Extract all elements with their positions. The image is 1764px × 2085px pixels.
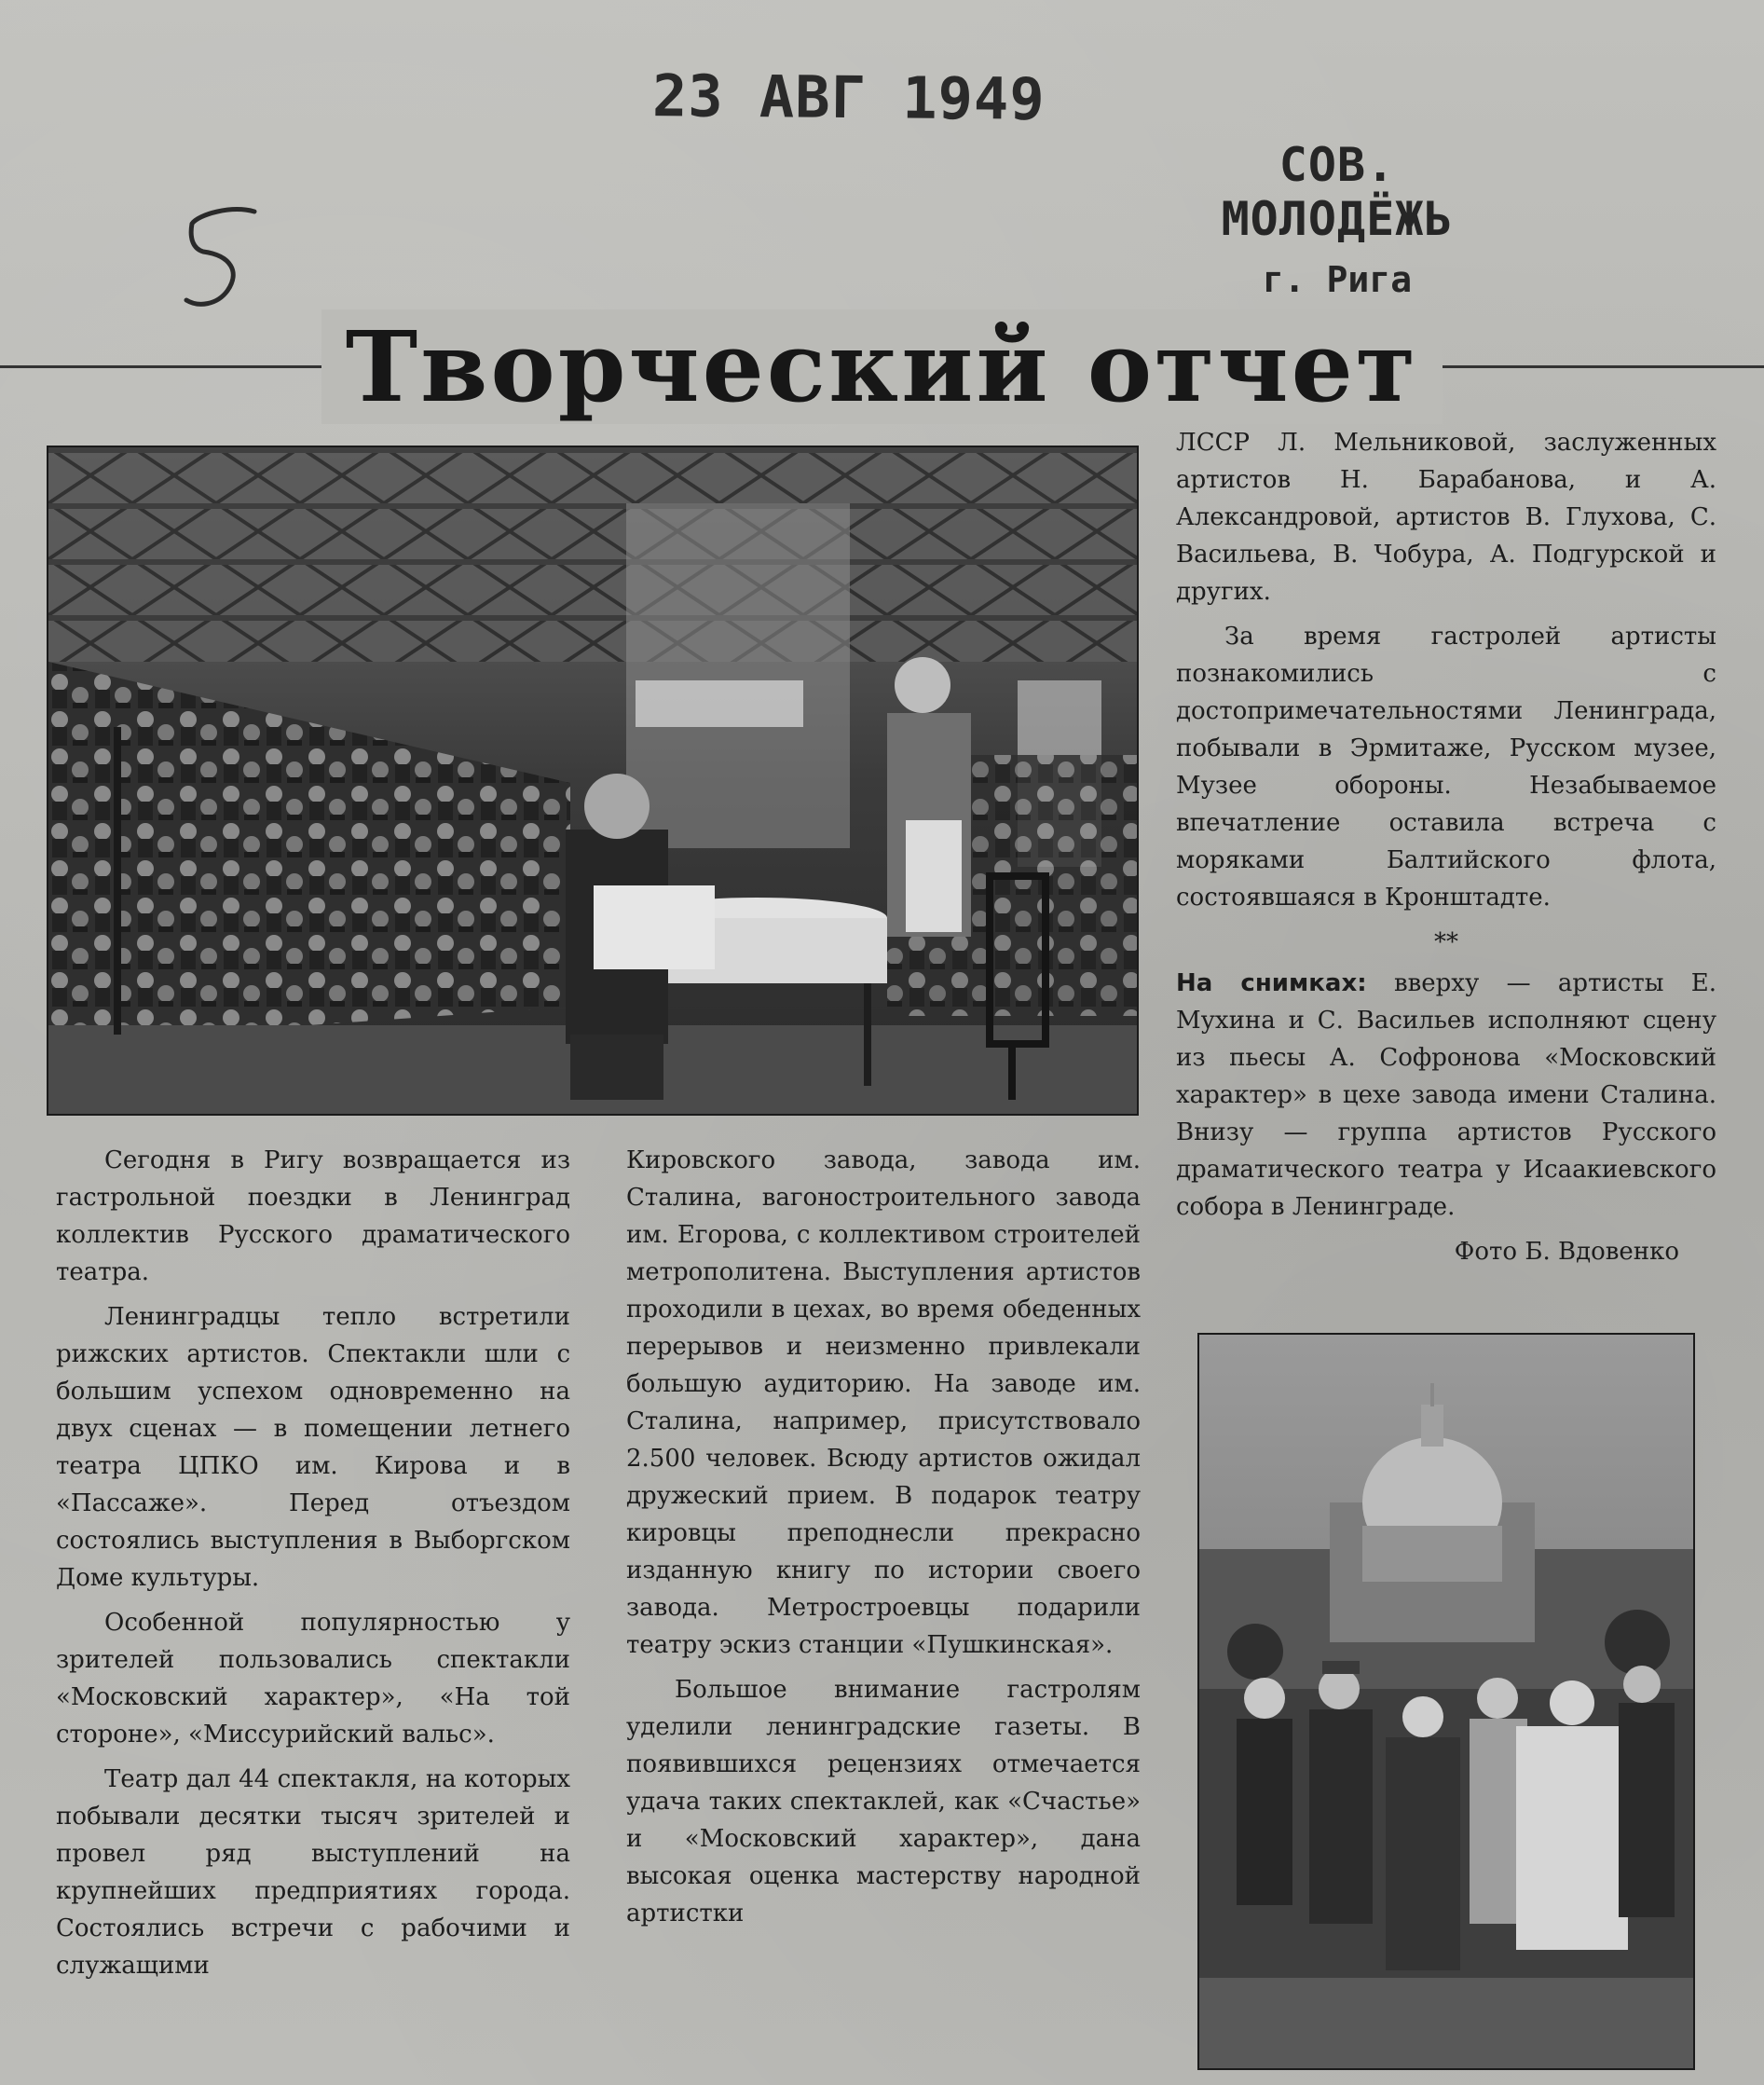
caption-text: вверху — артисты Е. Мухина и С. Васильев исполняют сцену из пьесы А. Софронова «Московский характер» в цехе завода имени Сталина. Внизу — группа артистов Русского драматического театра у Исаакиевского собора в Ленинграде. — [1176, 969, 1717, 1221]
paragraph: Кировского завода, завода им. Сталина, вагоностроительного завода им. Егорова, с коллективом строителей метрополитена. Выступления артистов проходили в цехах, во время обеденных перерывов и неизменно привлекали большую аудиторию. На заводе им. Сталина, например, присутствовало 2.500 человек. Всюду артистов ожидал дружеский прием. В подарок театру кировцы преподнесли прекрасно изданную книгу по истории своего завода. Метростроевцы подарили театру эскиз станции «Пушкинская». — [626, 1146, 1141, 1659]
caption-label: На снимках: — [1176, 969, 1367, 997]
paragraph: ЛССР Л. Мельниковой, заслуженных артистов Н. Барабанова, и А. Александровой, артистов В. Глухова, С. Васильева, В. Чобура, А. Подгурской и других. — [1176, 429, 1716, 606]
paragraph: Ленинградцы тепло встретили рижских артистов. Спектакли шли с большим успехом одновременно на двух сценах — в помещении летнего театра ЦПКО им. Кирова и в «Пассаже». Перед отъездом состоялись выступления в Выборгском Доме культуры. — [56, 1303, 570, 1592]
newspaper-source-stamp — [1160, 138, 1514, 300]
headline — [0, 309, 1764, 424]
photo-credit: Фото Б. Вдовенко — [1454, 1238, 1679, 1266]
paragraph: За время гастролей артисты познакомились с достопримечательностями Ленинграда, побывали в Эрмитаже, Русском музее, Музее обороны. Незабываемое впечатление оставила встреча с моряками Балтийского флота, состоявшаяся в Кронштадте. — [1176, 623, 1716, 912]
date-stamp: 23 АВГ 1949 — [651, 62, 1046, 133]
photo-factory-performance — [47, 446, 1139, 1116]
article-column-2 — [626, 1142, 1141, 1940]
article-column-1 — [56, 1142, 570, 1992]
paragraph: Сегодня в Ригу возвращается из гастрольной поездки в Ленинград коллектив Русского драматического театра. — [56, 1146, 570, 1286]
headline-text: Творческий отчет — [321, 309, 1443, 424]
source-name: СОВ. МОЛОДЁЖЬ — [1221, 138, 1454, 246]
paragraph: Театр дал 44 спектакля, на которых побывали десятки тысяч зрителей и провел ряд выступлений на крупнейших предприятиях города. Состоялись встречи с рабочими и служащими — [56, 1765, 570, 1980]
article-column-3 — [1176, 424, 1716, 1278]
paragraph: Большое внимание гастролям уделили ленинградские газеты. В появившихся рецензиях отмечается удача таких спектаклей, как «Счастье» и «Московский характер», дана высокая оценка мастерству народной артистки — [626, 1676, 1141, 1927]
paragraph: Особенной популярностью у зрителей пользовались спектакли «Московский характер», «На той стороне», «Миссурийский вальс». — [56, 1609, 570, 1749]
separator-asterisks: ** — [1434, 928, 1458, 956]
handwritten-mark — [166, 198, 278, 319]
photo-actors-at-cathedral — [1197, 1333, 1695, 2070]
source-city: г. Рига — [1262, 259, 1413, 300]
photo-caption — [1176, 965, 1716, 1226]
